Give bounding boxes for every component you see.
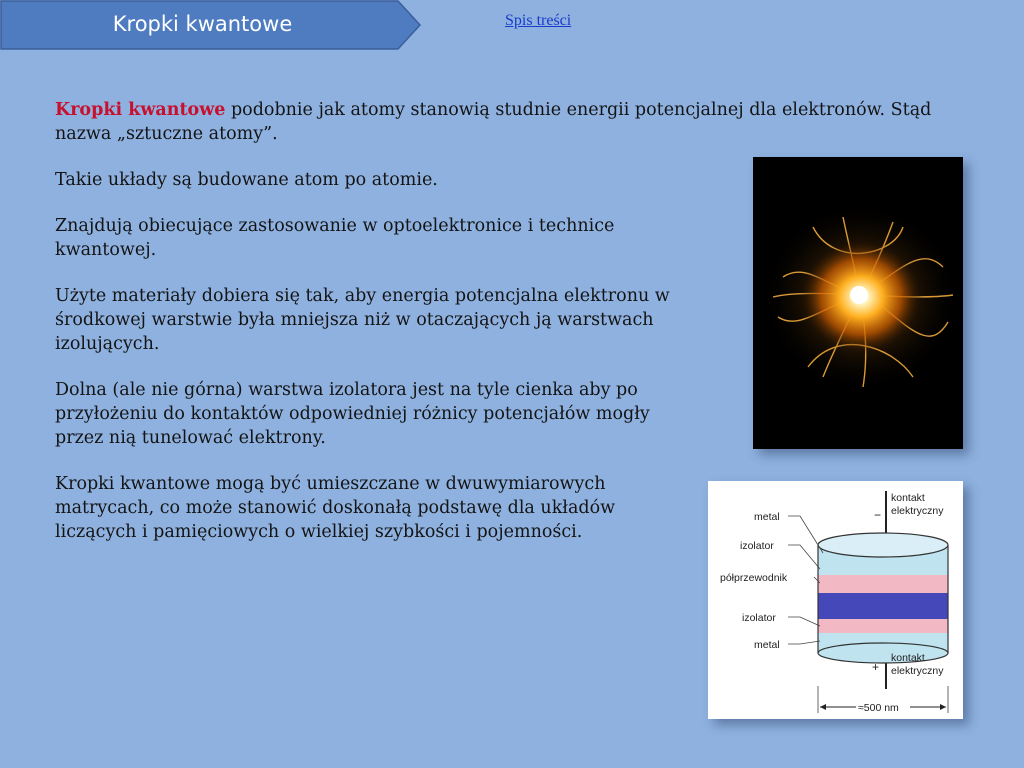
dimension-label: ≈500 nm [858, 702, 899, 714]
contact-bottom-line2: elektryczny [891, 665, 944, 677]
contact-top-sign: − [874, 508, 882, 522]
label-polprzewodnik: półprzewodnik [720, 572, 788, 584]
label-metal-bottom: metal [754, 639, 780, 651]
table-of-contents-link[interactable]: Spis treści [505, 12, 572, 29]
label-izolator-bottom: izolator [742, 612, 776, 624]
quantum-dot-structure-diagram [708, 481, 963, 719]
page-title: Kropki kwantowe [112, 12, 293, 36]
contact-top-line2: elektryczny [891, 505, 944, 517]
paragraph-3: Znajdują obiecujące zastosowanie w optoelektronice i technice kwantowej. [55, 216, 615, 260]
paragraph-6: Kropki kwantowe mogą być umieszczane w dwuwymiarowych matrycach, co może stanowić doskonałą podstawę dla układów liczących i pamięciowych o wielkiej szybkości i pojemności. [55, 474, 616, 542]
contact-bottom-line1: kontakt [891, 652, 925, 664]
glow-illustration [753, 157, 963, 449]
contact-top-line1: kontakt [891, 492, 925, 504]
paragraph-1-text: podobnie jak atomy stanowią studnie energii potencjalnej dla elektronów. Stąd nazwa „sztuczne atomy”. [55, 100, 932, 144]
highlight-term: Kropki kwantowe [55, 100, 226, 120]
paragraph-4: Użyte materiały dobiera się tak, aby energia potencjalna elektronu w środkowej warstwie była mniejsza niż w otaczających ją warstwach izolujących. [55, 286, 670, 354]
label-izolator-top: izolator [740, 540, 774, 552]
paragraph-2: Takie układy są budowane atom po atomie. [55, 170, 438, 190]
contact-bottom-sign: + [872, 660, 880, 674]
paragraph-1 [55, 98, 965, 146]
quantum-dot-glow-image [753, 157, 963, 449]
label-metal-top: metal [754, 511, 780, 523]
title-banner [0, 0, 422, 50]
layer-diagram [708, 481, 963, 719]
paragraph-5: Dolna (ale nie górna) warstwa izolatora jest na tyle cienka aby po przyłożeniu do kontaktów odpowiedniej różnicy potencjałów mogły przez nią tunelować elektrony. [55, 380, 650, 448]
